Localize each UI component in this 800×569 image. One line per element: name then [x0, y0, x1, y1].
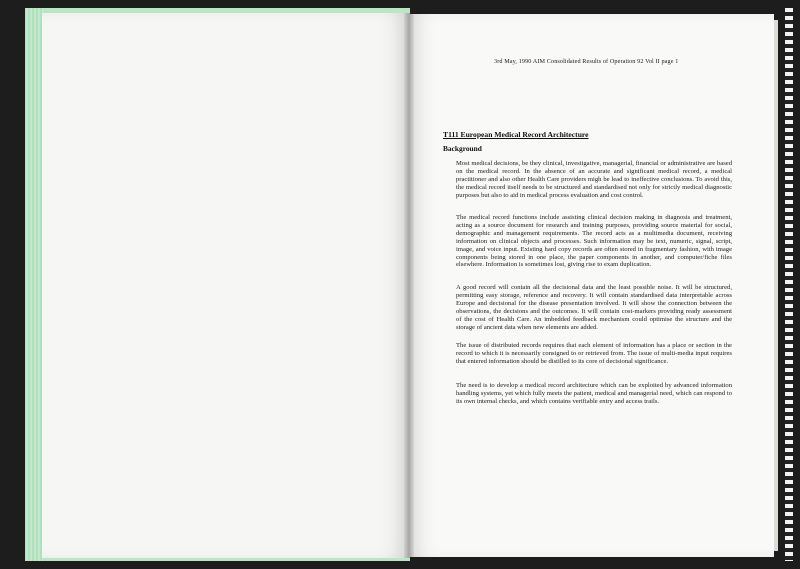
paragraph-1: Most medical decisions, be they clinical, investigative, managerial, financial or administrative are based on the medical record. In the absence of an accurate and significant medical record, a medical practitioner and also other Health Care providers migh be lead to ineffective conclusions. To avoid this, the medical record itself needs to be structured and standardised not only for strictly medical diagnostic purposes but also to aid in medical process evaluation and cost control.: [456, 160, 732, 199]
book-gutter: [404, 13, 414, 558]
running-header: 3rd May, 1990 AIM Consolidated Results of Operation 92 Vol II page 1: [494, 58, 679, 65]
paragraph-3: A good record will contain all the decisional data and the least possible noise. It will be structured, permitting easy storage, reference and recovery. It will contain standardised data interpretable across Europe and decisional for the disease presentation involved. It will show the connection between the observations, the decisions and the outcomes. It will contain cost-markers providing ready assessment of the cost of Health Care. An imbedded feedback mechanism could optimise the structure and the storage of ancient data when new elements are added.: [456, 284, 732, 331]
section-title: T111 European Medical Record Architecture: [443, 130, 589, 139]
paragraph-5: The need is to develop a medical record architecture which can be exploited by advanced information handling systems, yet which fully meets the patient, medical and managerial need, which can respond to its own internal checks, and which contains verifiable entry and access trails.: [456, 382, 732, 405]
left-page-blank: [42, 13, 410, 558]
scan-scale-bar: [785, 8, 793, 561]
paragraph-4: The issue of distributed records requires that each element of information has a place or section in the record to which it is necessarily consigned to or retrieved from. The issue of multi-media input requires that entered information should be distilled to its core of decisional significance.: [456, 342, 732, 365]
right-page-stack-edge: [774, 20, 778, 551]
section-subtitle: Background: [443, 144, 482, 153]
paragraph-2: The medical record functions include assisting clinical decision making in diagnosis and treatment, acting as a source document for research and training purposes, providing source material for social, demographic and management requirements. The record acts as a multimedia document, receiving information on clinical objects and processes. Such information may be text, numeric, signal, script, image, and voice input. Existing hard copy records are often stored in fragmentary fashion, with image components being stored in one place, the paper components in another, and computer/fiche files elsewhere. Information is sometimes lost, giving rise to exam duplication.: [456, 214, 732, 269]
